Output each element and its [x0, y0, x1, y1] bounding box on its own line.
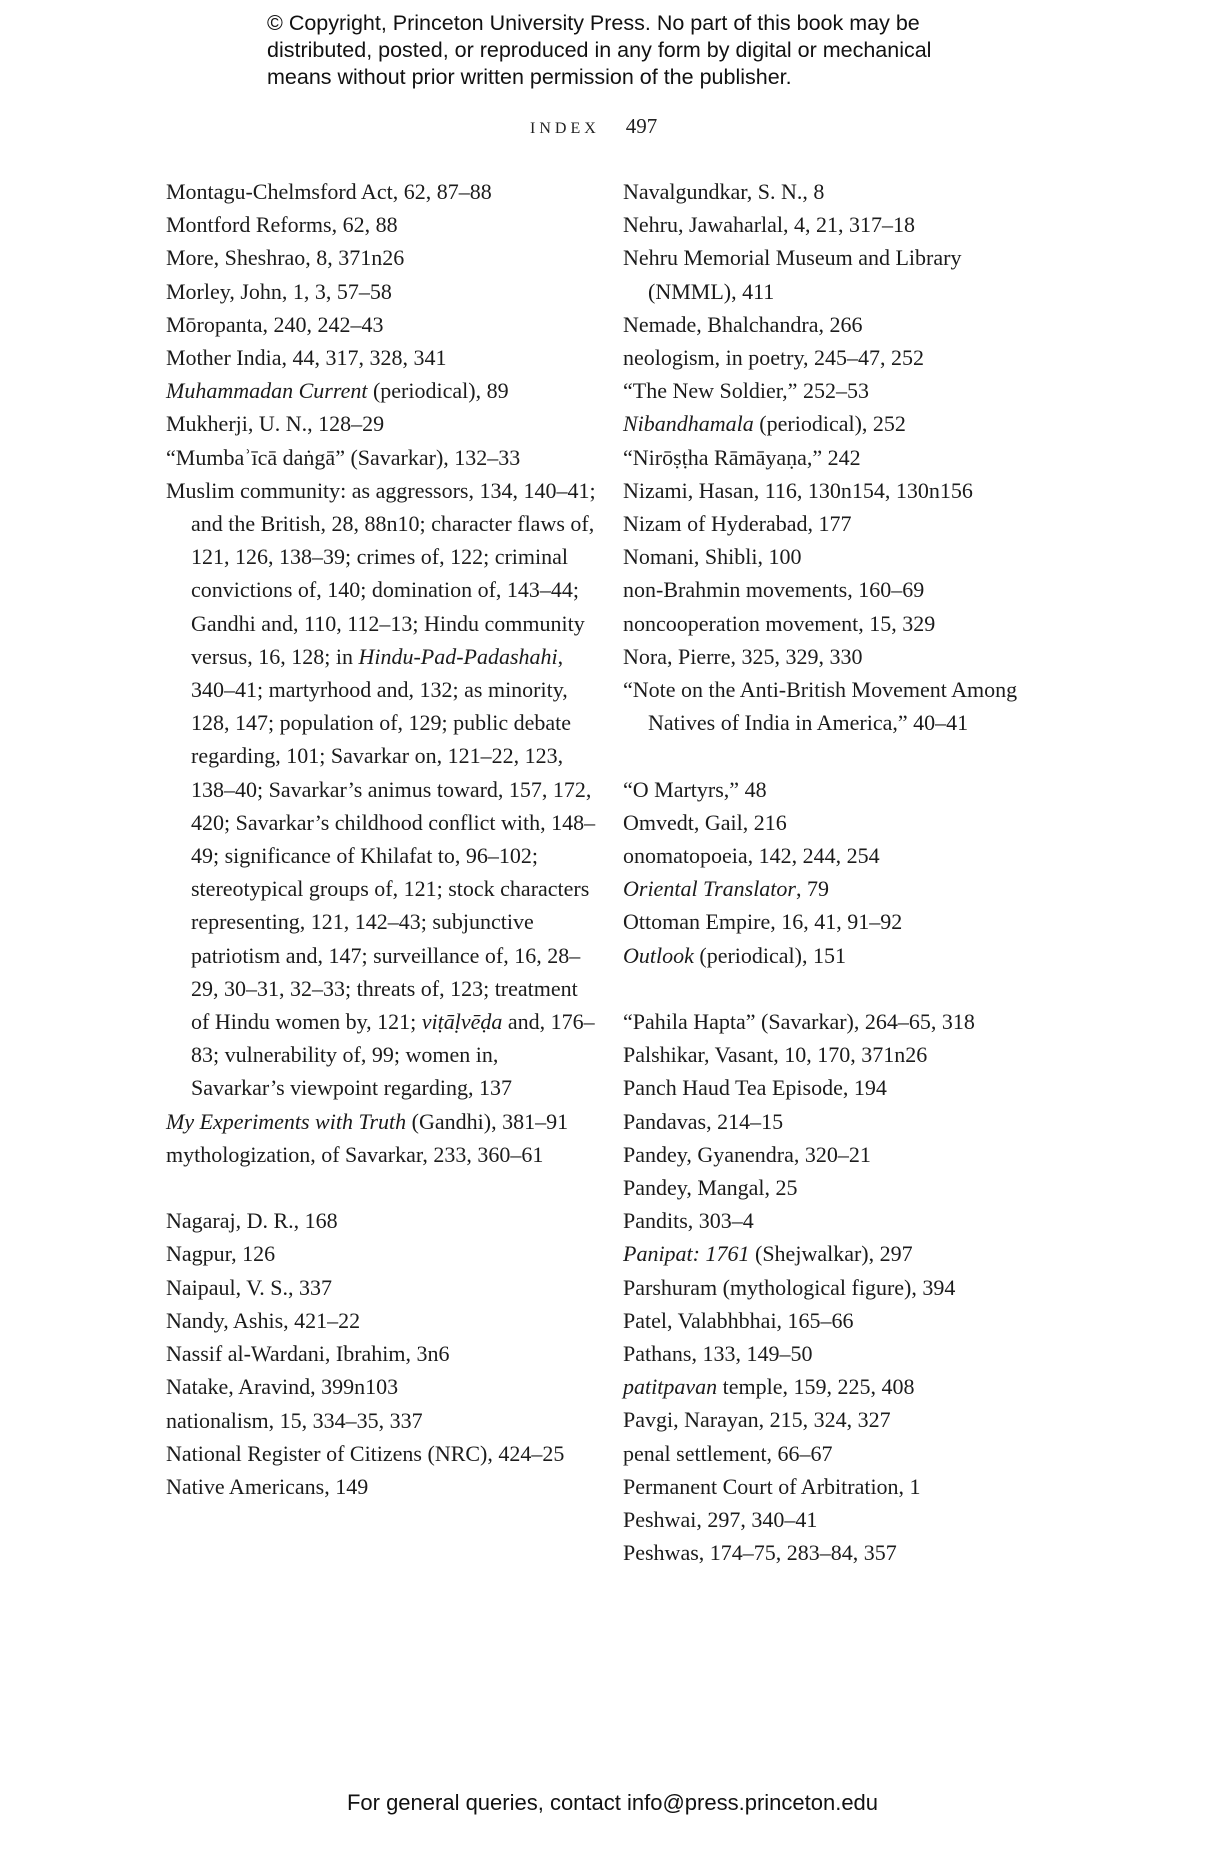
- index-entry: Navalgundkar, S. N., 8: [623, 179, 825, 204]
- index-entry: Nassif al-Wardani, Ibrahim, 3n6: [166, 1341, 450, 1367]
- letter-group-gap: [166, 1171, 596, 1204]
- index-entry: National Register of Citizens (NRC), 424–25: [166, 1440, 565, 1466]
- index-entry: Peshwas, 174–75, 283–84, 357: [623, 1540, 897, 1566]
- footer-contact: For general queries, contact info@press.princeton.edu: [346, 1790, 879, 1815]
- index-entry: Pandey, Gyanendra, 320–21: [623, 1141, 871, 1167]
- letter-group-gap: [623, 972, 1053, 1005]
- index-entry: Ottoman Empire, 16, 41, 91–92: [623, 909, 903, 935]
- index-entry: onomatopoeia, 142, 244, 254: [623, 843, 880, 869]
- index-entry: Patel, Valabhbhai, 165–66: [623, 1307, 854, 1333]
- index-entry: penal settlement, 66–67: [623, 1440, 833, 1466]
- index-entry: Nora, Pierre, 325, 329, 330: [623, 643, 863, 669]
- index-entry: Nagaraj, D. R., 168: [166, 1208, 338, 1234]
- index-entry: Nemade, Bhalchandra, 266: [623, 311, 863, 337]
- running-head: [530, 114, 657, 139]
- index-entry: More, Sheshrao, 8, 371n26: [166, 245, 405, 271]
- index-entry: Muhammadan Current (periodical), 89: [166, 378, 509, 404]
- index-entry: noncooperation movement, 15, 329: [623, 610, 936, 636]
- index-entry: patitpavan temple, 159, 225, 408: [623, 1374, 915, 1400]
- index-column-right: [623, 175, 1053, 1570]
- index-entry: Mōropanta, 240, 242–43: [166, 311, 384, 337]
- index-entry: Panch Haud Tea Episode, 194: [623, 1075, 887, 1101]
- index-entry: Nizami, Hasan, 116, 130n154, 130n156: [623, 477, 973, 503]
- index-entry: “Nirōṣṭha Rāmāyaṇa,” 242: [623, 444, 861, 470]
- index-column-left: [166, 175, 596, 1503]
- index-entry: Nomani, Shibli, 100: [623, 544, 802, 570]
- index-entry: Panipat: 1761 (Shejwalkar), 297: [623, 1241, 913, 1267]
- index-entry: Pandey, Mangal, 25: [623, 1175, 798, 1201]
- index-entry: neologism, in poetry, 245–47, 252: [623, 345, 925, 371]
- index-entry: Morley, John, 1, 3, 57–58: [166, 278, 392, 304]
- index-entry: Montagu-Chelmsford Act, 62, 87–88: [166, 179, 492, 204]
- copyright-line: means without prior written permission of the publisher.: [267, 65, 792, 89]
- index-entry: Nehru, Jawaharlal, 4, 21, 317–18: [623, 212, 916, 238]
- index-entry: “Note on the Anti-British Movement Among Natives of India in America,” 40–41: [623, 677, 1018, 736]
- index-entry: “Pahila Hapta” (Savarkar), 264–65, 318: [623, 1009, 975, 1035]
- index-entry: Pavgi, Narayan, 215, 324, 327: [623, 1407, 891, 1433]
- index-entry: Pandits, 303–4: [623, 1208, 754, 1234]
- index-entry: Nizam of Hyderabad, 177: [623, 511, 852, 537]
- index-entry: Nehru Memorial Museum and Library (NMML), 411: [623, 245, 962, 304]
- index-entry: Oriental Translator, 79: [623, 876, 829, 902]
- index-entry: Nibandhamala (periodical), 252: [623, 411, 906, 437]
- index-entry: My Experiments with Truth (Gandhi), 381–91: [166, 1108, 569, 1134]
- copyright-line: © Copyright, Princeton University Press. No part of this book may be: [267, 11, 920, 35]
- copyright-line: distributed, posted, or reproduced in any form by digital or mechanical: [267, 38, 932, 62]
- page-number: 497: [625, 114, 658, 138]
- index-entry: nationalism, 15, 334–35, 337: [166, 1407, 423, 1433]
- index-entry: Permanent Court of Arbitration, 1: [623, 1473, 921, 1499]
- index-entry: “The New Soldier,” 252–53: [623, 378, 869, 404]
- index-entry: “Mumbaʾīcā daṅgā” (Savarkar), 132–33: [166, 444, 521, 470]
- running-head-label: INDEX: [530, 120, 600, 137]
- index-entry: Nagpur, 126: [166, 1241, 276, 1267]
- index-entry: Parshuram (mythological figure), 394: [623, 1274, 956, 1300]
- index-entry: Naipaul, V. S., 337: [166, 1274, 333, 1300]
- letter-group-gap: [623, 739, 1053, 772]
- index-entry: “O Martyrs,” 48: [623, 776, 767, 802]
- index-entry: mythologization, of Savarkar, 233, 360–61: [166, 1141, 544, 1167]
- index-entry: Mukherji, U. N., 128–29: [166, 411, 385, 437]
- copyright-notice: [267, 10, 1027, 91]
- index-entry: Outlook (periodical), 151: [623, 942, 846, 968]
- index-entry: Pathans, 133, 149–50: [623, 1341, 813, 1367]
- index-entry: Muslim community: as aggressors, 134, 140–41; and the British, 28, 88n10; character flaws of, 121, 126, 138–39; crimes of, 122; criminal convictions of, 140; domination of, 143–44; Gandhi and, 110, 112–13; Hindu community versus, 16, 128; in Hindu-Pad-Padashahi, 340–41; martyrhood and, 132; as minority, 128, 147; population of, 129; public debate regarding, 101; Savarkar on, 121–22, 123, 138–40; Savarkar’s animus toward, 157, 172, 420; Savarkar’s childhood conflict with, 148–49; significance of Khilafat to, 96–102; stereotypical groups of, 121; stock characters representing, 121, 142–43; subjunctive patriotism and, 147; surveillance of, 16, 28–29, 30–31, 32–33; threats of, 123; treatment of Hindu women by, 121; viṭāḷvēḍa and, 176–83; vulnerability of, 99; women in, Savarkar’s viewpoint regarding, 137: [166, 477, 596, 1101]
- index-entry: Omvedt, Gail, 216: [623, 809, 787, 835]
- index-entry: Nandy, Ashis, 421–22: [166, 1307, 361, 1333]
- index-entry: non-Brahmin movements, 160–69: [623, 577, 925, 603]
- index-entry: Palshikar, Vasant, 10, 170, 371n26: [623, 1042, 928, 1068]
- index-entry: Mother India, 44, 317, 328, 341: [166, 345, 447, 371]
- index-entry: Pandavas, 214–15: [623, 1108, 784, 1134]
- index-entry: Montford Reforms, 62, 88: [166, 212, 398, 238]
- index-entry: Natake, Aravind, 399n103: [166, 1374, 399, 1400]
- index-entry: Native Americans, 149: [166, 1473, 369, 1499]
- index-entry: Peshwai, 297, 340–41: [623, 1507, 818, 1533]
